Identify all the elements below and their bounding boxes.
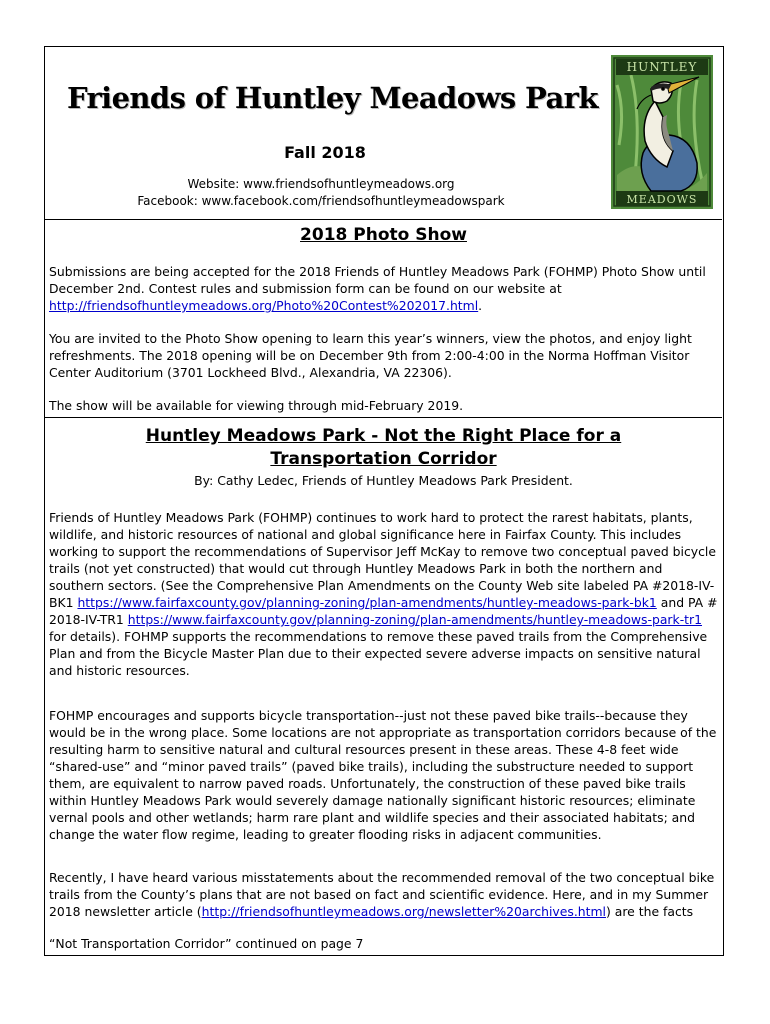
photo-show-section xyxy=(45,219,722,418)
photo-contest-link[interactable]: http://friendsofhuntleymeadows.org/Photo%20Contest%202017.html xyxy=(49,298,479,313)
newsletter-title: Friends of Huntley Meadows Park xyxy=(67,81,598,115)
article-paragraph-3: Recently, I have heard various misstatements about the recommended removal of the two conceptual bike trails from the County’s plans that are not based on fact and scientific evidence. Here, and in my Summer 2018 newsletter article (http://friendsofhuntleymeadows.org/newsletter%20archives.html) are the facts xyxy=(49,870,715,919)
masthead xyxy=(45,47,722,220)
article-byline: By: Cathy Ledec, Friends of Huntley Meadows Park President. xyxy=(194,473,573,488)
photo-show-paragraph-1: Submissions are being accepted for the 2018 Friends of Huntley Meadows Park (FOHMP) Photo Show until December 2nd. Contest rules and submission form can be found on our website at http://friendsofhuntleymeadows.org/Photo%20Contest%202017.html. xyxy=(49,264,706,313)
website-line: Website: www.friendsofhuntleymeadows.org xyxy=(187,177,455,191)
newsletter-archives-link[interactable]: http://friendsofhuntleymeadows.org/newsletter%20archives.html xyxy=(201,904,606,919)
photo-show-paragraph-3: The show will be available for viewing through mid-February 2019. xyxy=(49,398,464,413)
logo-top-text: HUNTLEY xyxy=(626,60,698,74)
article-heading: Huntley Meadows Park - Not the Right Place for a Transportation Corridor xyxy=(145,426,622,469)
article-section xyxy=(45,419,722,955)
issue-season: Fall 2018 xyxy=(284,143,366,162)
facebook-line: Facebook: www.facebook.com/friendsofhuntleymeadowspark xyxy=(137,194,505,208)
continued-note: “Not Transportation Corridor” continued on page 7 xyxy=(49,936,364,951)
article-paragraph-1: Friends of Huntley Meadows Park (FOHMP) continues to work hard to protect the rarest habitats, plants, wildlife, and historic resources of national and global significance here in Fairfax County. This includes working to support the recommendations of Supervisor Jeff McKay to remove two conceptual paved bicycle trails (not yet constructed) that would cut through Huntley Meadows Park in both the northern and southern sectors. (See the Comprehensive Plan Amendments on the County Web site labeled PA #2018-IV-BK1 https://www.fairfaxcounty.gov/planning-zoning/plan-amendments/huntley-meadows-park-bk1 and PA # 2018-IV-TR1 https://www.fairfaxcounty.gov/planning-zoning/plan-amendments/huntley-meadows-park-tr1 for details). FOHMP supports the recommendations to remove these paved trails from the Comprehensive Plan and from the Bicycle Master Plan due to their expected severe adverse impacts on sensitive natural and historic resources. xyxy=(49,510,718,678)
heron-logo xyxy=(611,55,713,209)
photo-show-paragraph-2: You are invited to the Photo Show opening to learn this year’s winners, view the photos, and enjoy light refreshments. The 2018 opening will be on December 9th from 2:00-4:00 in the Norma Hoffman Visitor Center Auditorium (3701 Lockheed Blvd., Alexandria, VA 22306). xyxy=(49,331,692,380)
article-paragraph-2: FOHMP encourages and supports bicycle transportation--just not these paved bike trails--because they would be in the wrong place. Some locations are not appropriate as transportation corridors because of the resulting harm to sensitive natural and cultural resources present in these areas. These 4-8 feet wide “shared-use” and “minor paved trails” (paved bike trails), including the substructure needed to support them, are equivalent to narrow paved roads. Unfortunately, the construction of these paved bike trails within Huntley Meadows Park would severely damage nationally significant historic resources; eliminate vernal pools and other wetlands; harm rare plant and wildlife species and their associated habitats; and change the water flow regime, leading to greater flooding risks in adjacent communities. xyxy=(49,708,717,842)
photo-show-heading: 2018 Photo Show xyxy=(300,225,467,245)
bk1-link[interactable]: https://www.fairfaxcounty.gov/planning-zoning/plan-amendments/huntley-meadows-park-bk1 xyxy=(77,595,657,610)
newsletter-page xyxy=(44,46,724,956)
tr1-link[interactable]: https://www.fairfaxcounty.gov/planning-zoning/plan-amendments/huntley-meadows-park-tr1 xyxy=(127,612,703,627)
logo-bottom-text: MEADOWS xyxy=(626,193,698,206)
